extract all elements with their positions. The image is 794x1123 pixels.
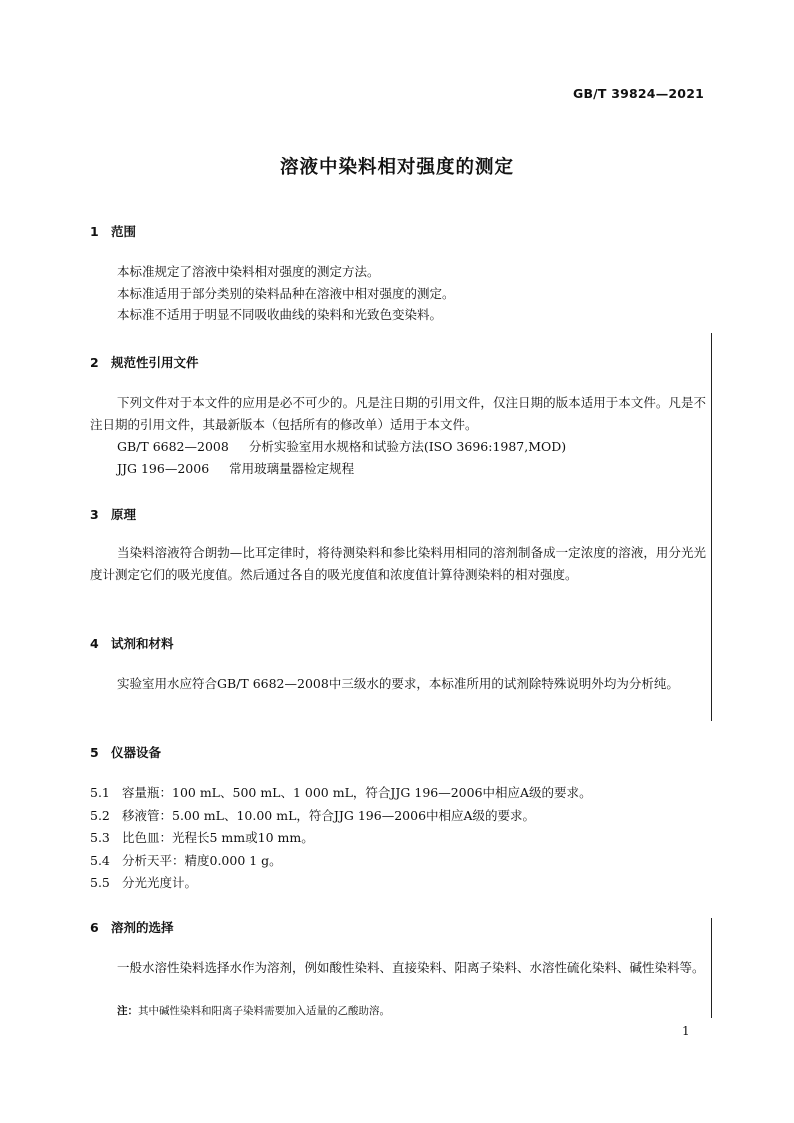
margin-change-bar [711,333,712,721]
list-item [90,873,197,891]
item-number: 5.4 [90,853,110,868]
paragraph: 本标准不适用于明显不同吸收曲线的染料和光致色变染料。 [117,307,443,322]
section-title: 原理 [111,507,137,522]
section-number: 2 [90,355,99,370]
paragraph: 当染料溶液符合朗勃—比耳定律时，将待测染料和参比染料用相同的溶剂制备成一定浓度的溶液，用分光光度计测定它们的吸光度值。然后通过各自的吸光度值和浓度值计算待测染料的相对强度。 [90,545,706,582]
list-item [90,783,592,801]
item-number: 5.5 [90,875,110,890]
paragraph: 本标准适用于部分类别的染料品种在溶液中相对强度的测定。 [117,285,455,301]
section-title: 试剂和材料 [111,636,174,651]
reference-title: 常用玻璃量器检定规程 [229,461,355,476]
section-5-heading [90,743,161,761]
reference-code: GB/T 6682—2008 [117,439,229,454]
paragraph: 实验室用水应符合GB/T 6682—2008中三级水的要求，本标准所用的试剂除特殊说明外均为分析纯。 [117,676,679,691]
section-number: 5 [90,745,99,760]
section-title: 规范性引用文件 [111,355,199,370]
item-number: 5.1 [90,785,110,800]
margin-change-bar [711,918,712,1018]
standard-number: GB/T 39824—2021 [572,86,704,101]
item-text: 分析天平：精度0.000 1 g。 [122,853,282,868]
section-6-heading [90,918,174,936]
reference-item [117,459,354,477]
section-4-heading [90,634,174,652]
paragraph: 本标准规定了溶液中染料相对强度的测定方法。 [117,264,380,279]
item-number: 5.2 [90,808,110,823]
item-text: 移液管：5.00 mL、10.00 mL，符合JJG 196—2006中相应A级的要求。 [122,808,536,823]
note-label: 注： [117,1005,138,1017]
section-1-body [90,261,706,326]
item-number: 5.3 [90,830,110,845]
document-title: 溶液中染料相对强度的测定 [279,157,514,178]
section-1-heading [90,222,136,240]
section-2-body [90,392,706,435]
section-number: 4 [90,636,99,651]
note [117,1003,390,1018]
list-item [90,828,314,846]
section-number: 3 [90,507,99,522]
item-text: 容量瓶：100 mL、500 mL、1 000 mL，符合JJG 196—2006中相应A级的要求。 [122,785,592,800]
reference-title: 分析实验室用水规格和试验方法(ISO 3696:1987,MOD) [248,439,567,454]
section-2-heading [90,353,199,371]
paragraph: 下列文件对于本文件的应用是必不可少的。凡是注日期的引用文件，仅注日期的版本适用于本文件。凡是不注日期的引用文件，其最新版本（包括所有的修改单）适用于本文件。 [90,395,706,432]
section-title: 仪器设备 [111,745,162,760]
note-text: 其中碱性染料和阳离子染料需要加入适量的乙酸助溶。 [138,1005,390,1017]
paragraph: 一般水溶性染料选择水作为溶剂，例如酸性染料、直接染料、阳离子染料、水溶性硫化染料、碱性染料等。 [117,960,705,975]
section-title: 溶剂的选择 [111,920,174,935]
list-item [90,851,282,869]
section-title: 范围 [111,224,137,239]
item-text: 比色皿：光程长5 mm或10 mm。 [122,830,314,845]
page-number: 1 [682,1024,690,1038]
list-item [90,806,535,824]
section-4-body [90,673,706,695]
reference-code: JJG 196—2006 [117,461,210,476]
item-text: 分光光度计。 [122,875,198,890]
reference-item [117,437,566,455]
section-3-heading [90,505,136,523]
section-3-body [90,542,706,585]
section-6-body [90,957,706,979]
section-number: 1 [90,224,99,239]
section-number: 6 [90,920,99,935]
